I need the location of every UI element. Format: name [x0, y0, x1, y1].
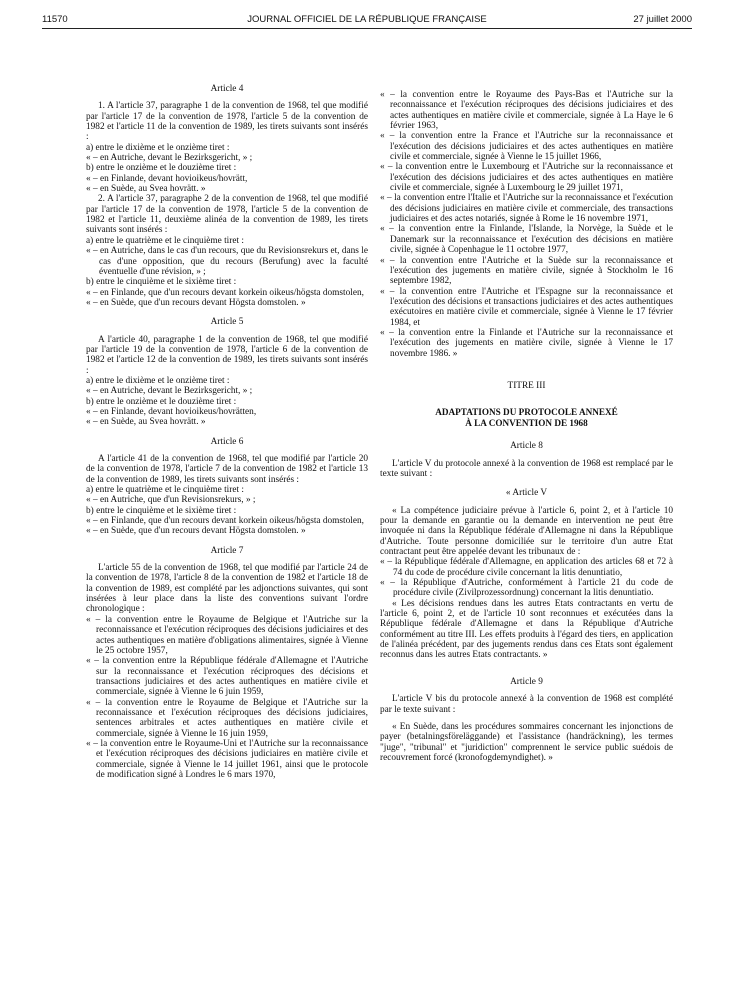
article-9-heading: Article 9	[510, 676, 543, 687]
paragraph: b) entre le cinquième et le sixième tiret :	[86, 505, 237, 516]
article-8-heading: Article 8	[510, 441, 543, 452]
paragraph: L'article V du protocole annexé à la convention de 1968 est remplacé par le texte suivant :	[380, 458, 673, 479]
publication-date: 27 juillet 2000	[633, 14, 692, 25]
quoted-item: « – en Autriche, devant le Bezirksgericht, » ;	[86, 153, 253, 164]
convention-item: « – la convention entre le Royaume-Uni et l'Autriche sur la reconnaissance et l'exécution réciproques des décisions judiciaires en matière civile et commerciale, signée à Vienne le 14 juillet 1961, ainsi que le protocole de modification signé à Londres le 6 mars 1970,	[86, 738, 368, 780]
quoted-item: « – en Finlande, devant hovioikeus/hovrätt,	[86, 173, 248, 184]
article-5-heading: Article 5	[210, 317, 244, 328]
title-subheading-line-2: À LA CONVENTION DE 1968	[465, 418, 588, 429]
convention-item: « – la convention entre la Finlande, l'Islande, la Norvège, la Suède et le Danemark sur la reconnaissance et l'exécution des décisions en matière civile, signée à Copenhague le 11 octobre 1977,	[380, 224, 673, 256]
quoted-item: « – en Finlande, que d'un recours devant korkein oikeus/högsta domstolen,	[86, 287, 364, 298]
paragraph: A l'article 40, paragraphe 1 de la convention de 1968, tel que modifié par l'article 19 de la convention de 1978, l'article 6 de la convention de 1982 et l'article 12 de la convention de 1989, les tirets suivants sont insérés :	[86, 334, 368, 376]
article-4-heading: Article 4	[210, 84, 244, 94]
paragraph: « La compétence judiciaire prévue à l'article 6, point 2, et à l'article 10 pour la demande en garantie ou la demande en intervention ne peut être invoquée ni dans la République fédérale d'Allemagne ni dans la République d'Autriche. Toute personne domiciliée sur le territoire d'un autre Etat contractant peut être appelée devant les tribunaux de :	[380, 505, 673, 558]
article-7-heading: Article 7	[210, 545, 244, 556]
convention-item: « – la convention entre l'Autriche et la Suède sur la reconnaissance et l'exécution des jugements en matière civile, signée à Stockholm le 16 septembre 1982,	[380, 255, 673, 287]
convention-item: « – la convention entre le Luxembourg et l'Autriche sur la reconnaissance et l'exécution des décisions judiciaires et des actes authentiques en matière civile et commerciale, signée à Luxembourg le 29 juillet 1971,	[380, 162, 673, 194]
quoted-item: « – en Autriche, devant le Bezirksgericht, » ;	[86, 386, 253, 397]
quoted-item: « – en Autriche, dans le cas d'un recours, que du Revisionsrekurs et, dans le cas d'une opposition, que du recours (Berufung) avec la faculté éventuelle d'une révision, » ;	[86, 246, 368, 277]
header-rule	[42, 28, 692, 29]
paragraph: a) entre le quatrième et le cinquième tiret :	[86, 485, 244, 496]
paragraph: b) entre le onzième et le douzième tiret :	[86, 163, 237, 174]
quoted-item: « – la République fédérale d'Allemagne, en application des articles 68 et 72 à 74 du code de procédure civile concernant la litis denuntiatio,	[380, 557, 673, 578]
journal-title: JOURNAL OFFICIEL DE LA RÉPUBLIQUE FRANÇAISE	[247, 14, 487, 25]
article-v-subheading: « Article V	[505, 488, 548, 499]
quoted-item: « – en Suède, que d'un recours devant Högsta domstolen. »	[86, 297, 306, 308]
paragraph: a) entre le quatrième et le cinquième tiret :	[86, 235, 244, 246]
convention-item: « – la convention entre la Finlande et l'Autriche sur la reconnaissance et l'exécution des jugements en matière civile, signée à Vienne le 17 novembre 1986. »	[380, 327, 673, 359]
title-heading: TITRE III	[507, 380, 546, 391]
left-column	[86, 84, 368, 780]
paragraph: L'article 55 de la convention de 1968, tel que modifié par l'article 24 de la convention de 1978, l'article 8 de la convention de 1982 et l'article 18 de la convention de 1989, est complété par les adjonctions suivantes, qui sont insérées à leur place dans la liste des conventions suivant l'ordre chronologique :	[86, 563, 368, 615]
article-6-heading: Article 6	[210, 436, 244, 447]
paragraph: a) entre le dixième et le onzième tiret :	[86, 142, 230, 153]
convention-item: « – la convention entre le Royaume de Belgique et l'Autriche sur la reconnaissance et l'exécution réciproques des décisions judiciaires, sentences arbitrales et actes authentiques en matière civile et commerciale, signée à Vienne le 16 juin 1959,	[86, 697, 368, 739]
paragraph: « Les décisions rendues dans les autres Etats contractants en vertu de l'article 6, point 2, et de l'article 10 sont reconnues et exécutées dans la République fédérale d'Allemagne et dans la République d'Autriche conformément au titre III. Les effets produits à l'égard des tiers, en application de l'alinéa précédent, par des jugements rendus dans ces Etats sont également reconnus dans les autres Etats contractants. »	[380, 598, 673, 661]
convention-item: « – la convention entre la France et l'Autriche sur la reconnaissance et l'exécution des décisions judiciaires et des actes authentiques en matière civile et commerciale, signée à Vienne le 15 juillet 1966,	[380, 131, 673, 163]
convention-item: « – la convention entre le Royaume des Pays-Bas et l'Autriche sur la reconnaissance et l'exécution réciproques des décisions judiciaires et des actes authentiques en matière civile et commerciale, signée à La Haye le 6 février 1963,	[380, 90, 673, 132]
quoted-item: « – en Finlande, devant hovioikeus/hovrätten,	[86, 406, 257, 417]
right-column	[380, 90, 673, 763]
quoted-item: « – la République d'Autriche, conformément à l'article 21 du code de procédure civile (Zivilprozessordnung) concernant la litis denuntiatio.	[380, 578, 673, 599]
title-subheading-line-1: ADAPTATIONS DU PROTOCOLE ANNEXÉ	[435, 407, 618, 418]
convention-item: « – la convention entre le Royaume de Belgique et l'Autriche sur la reconnaissance et l'exécution réciproques des décisions judiciaires et des actes authentiques en matière d'obligations alimentaires, signée à Vienne le 25 octobre 1957,	[86, 614, 368, 656]
quoted-item: « – en Finlande, que d'un recours devant korkein oikeus/högsta domstolen,	[86, 516, 364, 527]
paragraph: 1. A l'article 37, paragraphe 1 de la convention de 1968, tel que modifié par l'article 17 de la convention de 1978, l'article 5 de la convention de 1982 et l'article 11 de la convention de 1989, les tirets suivants sont insérés :	[86, 101, 368, 143]
convention-item: « – la convention entre l'Autriche et l'Espagne sur la reconnaissance et l'exécution des décisions et transactions judiciaires et des actes authentiques exécutoires en matière civile et commerciale, signée à Vienne le 17 février 1984, et	[380, 286, 673, 328]
paragraph: b) entre le onzième et le douzième tiret :	[86, 396, 237, 407]
page-header	[42, 14, 692, 28]
paragraph: a) entre le dixième et le onzième tiret :	[86, 375, 230, 386]
quoted-item: « – en Suède, que d'un recours devant Högsta domstolen. »	[86, 526, 306, 537]
paragraph: 2. A l'article 37, paragraphe 2 de la convention de 1968, tel que modifié par l'article 17 de la convention de 1978, l'article 5 de la convention de 1982 et l'article 11, deuxième alinéa de la convention de 1989, les tirets suivants sont insérés :	[86, 194, 368, 236]
title-subheading	[380, 407, 673, 429]
paragraph: A l'article 41 de la convention de 1968, tel que modifié par l'article 20 de la convention de 1978, l'article 7 de la convention de 1982 et l'article 13 de la convention de 1989, les tirets suivants sont insérés :	[86, 454, 368, 485]
page-number: 11570	[42, 14, 68, 25]
paragraph: b) entre le cinquième et le sixième tiret :	[86, 277, 237, 288]
quoted-item: « – en Suède, au Svea hovrätt. »	[86, 184, 206, 195]
paragraph: « En Suède, dans les procédures sommaires concernant les injonctions de payer (betalningsföreläggande) et l'assistance (handräckning), les termes "juge", "tribunal" et "juridiction" comprennent le service public suédois de recouvrement forcé (kronofogdemyndighet). »	[380, 721, 673, 763]
paragraph: L'article V bis du protocole annexé à la convention de 1968 est complété par le texte suivant :	[380, 694, 673, 715]
quoted-item: « – en Suède, au Svea hovrätt. »	[86, 417, 206, 428]
convention-item: « – la convention entre la République fédérale d'Allemagne et l'Autriche sur la reconnaissance et l'exécution réciproques des décisions et transactions judiciaires et des actes authentiques en matière civile et commerciale, signée à Vienne le 6 juin 1959,	[86, 656, 368, 698]
convention-item: « – la convention entre l'Italie et l'Autriche sur la reconnaissance et l'exécution des décisions judiciaires en matière civile et commerciale, des transactions judiciaires et des actes notariés, signée à Rome le 16 novembre 1971,	[380, 193, 673, 225]
quoted-item: « – en Autriche, que d'un Revisionsrekurs, » ;	[86, 495, 256, 506]
